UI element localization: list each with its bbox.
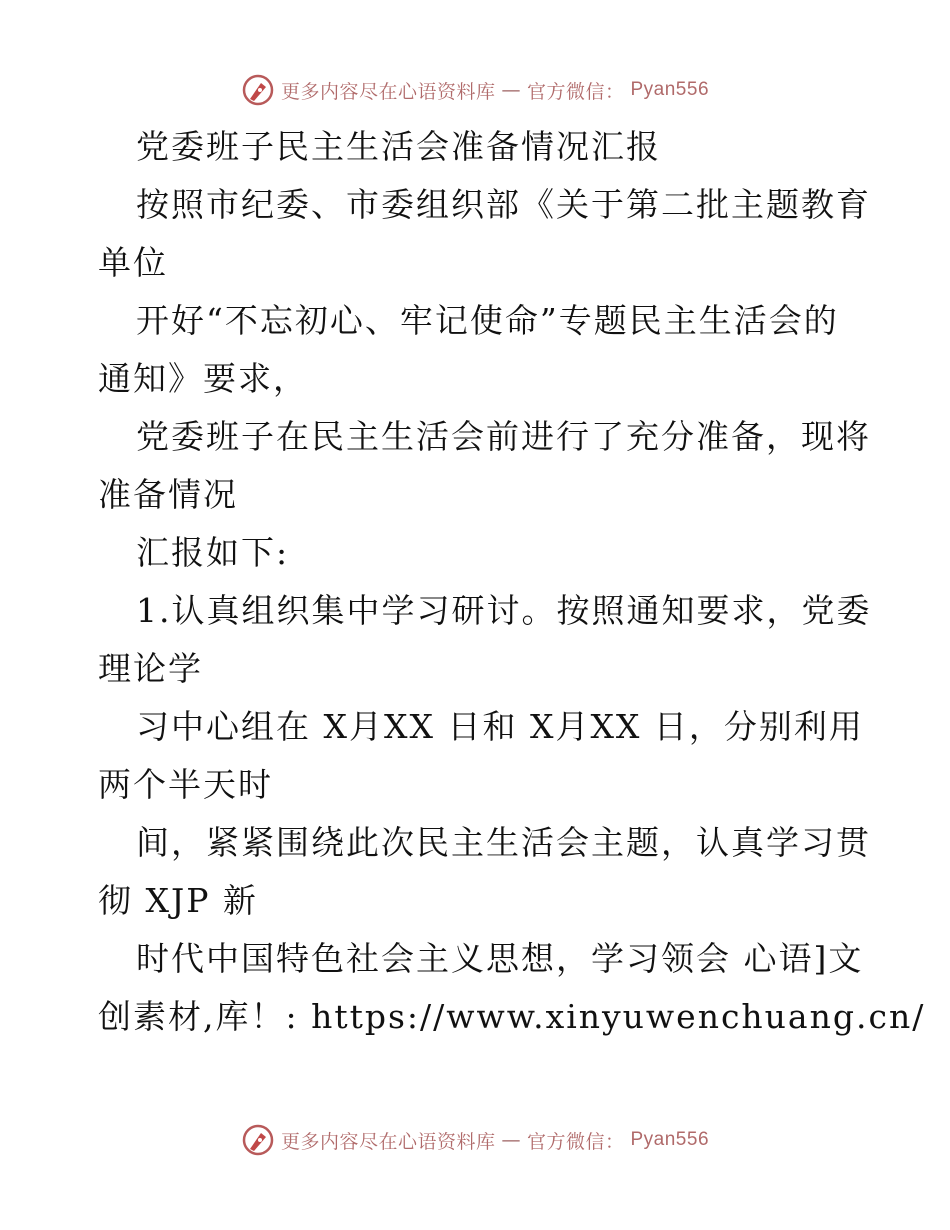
banner-separator: — bbox=[501, 79, 521, 101]
document-line: 间，紧紧围绕此次民主生活会主题，认真学习贯 bbox=[136, 823, 871, 862]
document-line: 理论学 bbox=[98, 649, 203, 688]
document-title: 党委班子民主生活会准备情况汇报 bbox=[136, 127, 661, 166]
banner-text: 更多内容尽在心语资料库 bbox=[280, 80, 496, 103]
document-line: 党委班子在民主生活会前进行了充分准备，现将 bbox=[136, 417, 871, 456]
document-line: 开好“不忘初心、牢记使命”专题民主生活会的 bbox=[136, 301, 839, 340]
document-line: 习中心组在 X月XX 日和 X月XX 日，分别利用 bbox=[136, 707, 864, 746]
header-watermark-banner bbox=[0, 70, 950, 110]
document-line: 准备情况 bbox=[98, 475, 238, 514]
pen-nib-logo-icon bbox=[241, 73, 275, 107]
banner-wechat-id: Pyan556 bbox=[630, 1129, 710, 1150]
banner-wechat-id: Pyan556 bbox=[630, 79, 710, 100]
document-line: 按照市纪委、市委组织部《关于第二批主题教育 bbox=[136, 185, 871, 224]
document-body bbox=[98, 118, 926, 1046]
document-line: 时代中国特色社会主义思想，学习领会 心语]文 bbox=[136, 939, 864, 978]
footer-watermark-banner bbox=[0, 1120, 950, 1160]
banner-text: 更多内容尽在心语资料库 bbox=[280, 1130, 496, 1153]
document-line: 两个半天时 bbox=[98, 765, 273, 804]
banner-wechat-label: 官方微信： bbox=[526, 80, 625, 103]
document-line: 彻 XJP 新 bbox=[98, 881, 258, 920]
document-line: 创素材,库！: https://www.xinyuwenchuang.cn/ bbox=[98, 997, 926, 1036]
pen-nib-logo-icon bbox=[241, 1123, 275, 1157]
document-line: 通知》要求， bbox=[98, 359, 308, 398]
banner-wechat-label: 官方微信： bbox=[526, 1130, 625, 1153]
document-line: 1.认真组织集中学习研讨。按照通知要求，党委 bbox=[136, 591, 872, 630]
document-line: 单位 bbox=[98, 243, 168, 282]
document-line: 汇报如下: bbox=[136, 533, 290, 572]
banner-separator: — bbox=[501, 1129, 521, 1151]
